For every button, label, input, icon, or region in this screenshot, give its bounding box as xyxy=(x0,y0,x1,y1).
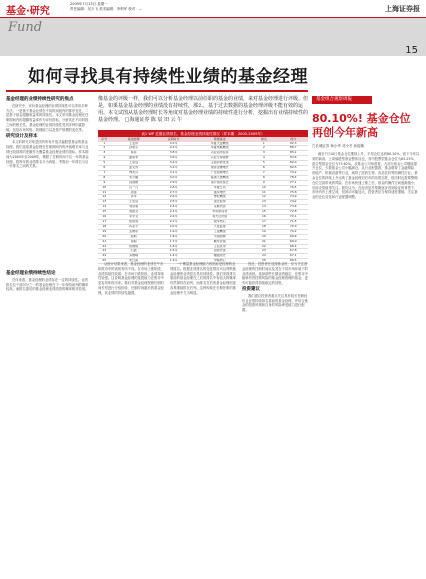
table-cell: 88.7 xyxy=(289,146,297,150)
section-body: 在研究中，评价基金经理的业绩持续性可以采用多种方法。一是基于基金业绩在不同时间段内的排序变化，二是基于基金超额收益率的持续性。本文采用基金经理在任职期间内的超额收益率作为评价指标，分析其在不同时段之间的相关性。基金经理的业绩持续性受到多种因素影响，包括市场风格、管理能力以及资产规模的变化等。 xyxy=(6,103,89,132)
table-cell: 嘉实增长 xyxy=(213,190,226,194)
table-cell: 王宏远 xyxy=(129,200,139,204)
table-cell: 22 xyxy=(102,244,107,248)
table-cell: 4 xyxy=(262,156,265,160)
table-cell: 21 xyxy=(102,239,107,243)
table-cell: 68.4 xyxy=(289,244,297,248)
table-cell: 4.2年 xyxy=(169,146,178,150)
table-cell: 3.2年 xyxy=(169,166,178,170)
table-cell: 谭丽 xyxy=(130,239,137,243)
table-cell: 19 xyxy=(102,229,107,233)
table-cell: 77.1 xyxy=(289,180,297,184)
article-lead xyxy=(98,96,308,124)
table-cell: 招商先锋 xyxy=(213,249,226,253)
table-cell: 20 xyxy=(102,234,107,238)
issue-date: 2009年7月13日 星期一 xyxy=(70,2,108,6)
table-cell: 82.0 xyxy=(289,161,297,165)
table-cell: 23 xyxy=(261,249,266,253)
table-cell: 3.1年 xyxy=(169,170,178,174)
table-cell: 工银精选 xyxy=(213,229,226,233)
table-cell: 1.5年 xyxy=(169,249,178,253)
table-cell: 25 xyxy=(102,259,107,263)
table-cell: 11 xyxy=(261,190,266,194)
table-cell: 景顺内需 xyxy=(213,205,226,209)
table-cell: 78.4 xyxy=(289,175,297,179)
table-cell: 杨东 xyxy=(130,151,137,155)
table-cell: 18 xyxy=(261,224,266,228)
section-body: 我们建议投资者重点关注具有较长任职经历且业绩持续排名靠前的基金经理，并结合基金的投资风格和自身的风险承受能力进行配置。 xyxy=(242,293,308,313)
table-cell: 中邮核心 xyxy=(213,259,226,263)
table-cell: 融通领先 xyxy=(213,254,226,258)
sidebar-tag: 基金组合观察周报 xyxy=(312,96,372,104)
table-cell: 1.7年 xyxy=(169,239,178,243)
table-header-cell: 任职时长 xyxy=(167,137,180,141)
table-cell: 2.0年 xyxy=(169,224,178,228)
table-cell: 董承非 xyxy=(129,156,139,160)
table-cell: 67.1 xyxy=(289,254,297,258)
table-header-cell: 排名 xyxy=(260,137,267,141)
table-cell: 66.5 xyxy=(289,259,297,263)
table-cell: 1 xyxy=(262,141,265,145)
article-column-2 xyxy=(98,262,166,297)
table-cell: 3.0年 xyxy=(169,175,178,179)
sidebar-text: 截至7月10日基金仓位继续上升，平均仓位达到80.10%，创下今年以来的新高。上周偏股型基金整体加仓，其中股票型基金仓位为83.25%，混合型基金仓位为75.62%。从基金公司角度看，大部分基金公司继续提升仓位，少数基金公司小幅减仓。从行业配置看，基金增持了金融保险、房地产、机械设备等行业，减持了医药生物、食品饮料等防御性行业。基金仓位的持续上升反映了基金经理对后市的乐观态度，但同时也需要警惕仓位过高带来的风险。在市场快速上涨之后，基金的操作空间逐渐缩小，后续走势值得关注。我们认为，在经济复苏预期逐步得到验证的背景下，市场仍有上涨空间，但波动可能加大，投资者应当保持适度谨慎，关注基金的仓位变化和行业配置调整。 xyxy=(312,152,420,200)
table-cell: 23 xyxy=(102,249,107,253)
table-cell: 19 xyxy=(261,229,266,233)
table-cell: 2 xyxy=(262,146,265,150)
table-cell: 鹏华价值 xyxy=(213,239,226,243)
table-cell: 国泰金鹰增长 xyxy=(210,166,229,170)
table-cell: 4 xyxy=(103,156,106,160)
table-cell: 74.9 xyxy=(289,195,297,199)
table-cell: 邓晓峰 xyxy=(129,254,139,258)
table-cell: 华夏大盘精选 xyxy=(210,141,229,145)
table-cell: 5 xyxy=(103,161,106,165)
table-cell: 16 xyxy=(102,215,107,219)
table-cell: 69.6 xyxy=(289,234,297,238)
page-header xyxy=(0,0,426,18)
table-cell: 3.6年 xyxy=(169,156,178,160)
table-cell: 赵枫 xyxy=(130,234,137,238)
table-cell: 83.6 xyxy=(289,156,297,160)
column-body: 一个衡量基金经理能力的指标是经理的业绩排名。根据业绩排名的变化情况可以判断基金经理的业绩是否具有持续性。我们发现排名靠前的基金经理在之后的排名中有较大的概率仍然保持在前列，而排名在后的基金经理则更容易继续排在后列。这种现象在长期任职的基金经理中尤为明显。 xyxy=(170,262,236,295)
table-cell: 17 xyxy=(261,220,266,223)
table-cell: 9 xyxy=(262,180,265,184)
table-cell: 朱红裕 xyxy=(129,259,139,263)
page-number: 15 xyxy=(405,45,418,56)
table-cell: 张晓东 xyxy=(129,229,139,233)
table-cell: 陈晓翔 xyxy=(129,244,139,248)
table-cell: 7 xyxy=(262,170,265,174)
table-cell: 6 xyxy=(262,166,265,170)
table-cell: 11 xyxy=(102,190,107,194)
section-body: 本文的研究对象是国内所有开放式偏股型基金的基金经理。我们选取基金经理在任职期间内的净值增长率与业绩比较基准的差额作为衡量基金经理业绩的指标。样本期间为2005年至2009年，剔除了任职时间不足一年的基金经理。将每年的业绩排名分为四组，考察前一年排名与后一年排名之间的关系。 xyxy=(6,140,89,169)
table-cell: 2.5年 xyxy=(169,200,178,204)
table-cell: 1.4年 xyxy=(169,254,178,258)
article-column-1 xyxy=(6,96,90,170)
table-cell: 71.5 xyxy=(289,220,297,223)
table-header-cell: 基金经理 xyxy=(127,137,140,141)
table-cell: 12 xyxy=(102,195,107,199)
table-cell: 80.5 xyxy=(289,166,297,170)
table-cell: 72.1 xyxy=(289,215,297,219)
table-cell: 8 xyxy=(103,175,106,179)
table-cell: 大成蓝筹 xyxy=(213,224,226,228)
table-cell: 2.7年 xyxy=(169,190,178,194)
lead-text: 像基金的评级一样，我们可以分析基金经理以前任职的基金的业绩，来对基金经理进行评级。但是，如果基金基金经理的业绩没有持续性，那么，基于过去数据的基金经理评级不能有效的运用。本文试图从基金经理时长等角度对基金经理业绩的持续性进行分析，挖掘出有业绩持续性的基金经理。 xyxy=(98,96,309,123)
table-cell: 傅友兴 xyxy=(129,170,139,174)
author-byline: □海通证券 陈 辰 田 云 午 xyxy=(124,117,183,123)
table-cell: 69.0 xyxy=(289,239,297,243)
table-cell: 2 xyxy=(103,146,106,150)
table-cell: 陈绍胜 xyxy=(129,220,139,223)
table-cell: 2.6年 xyxy=(169,195,178,199)
table-cell: 朱少醒 xyxy=(129,175,139,179)
table-cell: 兴业全球视野 xyxy=(210,156,229,160)
table-cell: 上投优势 xyxy=(213,244,226,248)
sidebar-headline: 80.10%! 基金仓位再创今年新高 xyxy=(312,112,411,139)
newspaper-name: 上海证券报 xyxy=(385,4,420,13)
data-table xyxy=(98,130,308,263)
table-cell: 王亚伟 xyxy=(129,141,139,145)
section-title: 基金·研究 xyxy=(6,6,50,17)
table-cell: 王茹远 xyxy=(129,161,139,165)
table-cell: 孙锋 xyxy=(130,190,137,194)
table-cell: 宝盈资源优选 xyxy=(210,161,229,165)
table-cell: 73.6 xyxy=(289,205,297,209)
table-cell: 1.8年 xyxy=(169,234,178,238)
column-body: 因此，投资者在选择基金时，应当关注基金经理的任职时间以及其在不同市场环境下的业绩表现。选择那些长期业绩稳定、在熊市中能够有效控制风险的基金经理管理的基金，更有可能获得持续稳定的回报。 xyxy=(242,262,308,286)
table-cell: 2.1年 xyxy=(169,220,178,223)
fund-label: Fund xyxy=(8,20,43,35)
table-cell: 石波 xyxy=(130,249,137,253)
table-header-cell: 管理基金 xyxy=(213,137,226,141)
table-cell: 5 xyxy=(262,161,265,165)
headline-divider xyxy=(6,90,308,92)
table-cell: 20 xyxy=(261,234,266,238)
table-cell: 银华核心 xyxy=(213,220,226,223)
table-cell: 2.3年 xyxy=(169,210,178,214)
table-cell: 交银稳健 xyxy=(213,234,226,238)
table-cell: 兴业趋势投资 xyxy=(210,151,229,155)
table-cell: 姜文涛 xyxy=(129,166,139,170)
table-cell: 3 xyxy=(103,151,106,155)
table-cell: 吕一凡 xyxy=(129,185,139,189)
table-cell: 10 xyxy=(261,185,266,189)
sidebar-article xyxy=(312,96,420,574)
section-heading: 基金经理的业绩持续性研究的焦点 xyxy=(6,97,74,102)
article-column-1b xyxy=(6,270,90,293)
table-cell: 华夏红利 xyxy=(213,185,226,189)
table-cell: 21 xyxy=(261,239,266,243)
table-cell: 14 xyxy=(102,205,107,209)
table-cell: 13 xyxy=(261,200,266,204)
table-body xyxy=(98,142,308,265)
table-cell: 24 xyxy=(261,254,266,258)
table-cell: 博时精选 xyxy=(213,195,226,199)
table-cell: 1.3年 xyxy=(169,259,178,263)
table-cell: 周蔚文 xyxy=(129,210,139,214)
table-header-cell: 序号 xyxy=(101,137,108,141)
table-cell: 67.8 xyxy=(289,249,297,253)
table-cell: 1.6年 xyxy=(169,244,178,248)
table-cell: 13 xyxy=(102,200,107,204)
table-cell: 2.4年 xyxy=(169,205,178,209)
table-cell: 72.8 xyxy=(289,210,297,214)
table-cell: 汤亚平 xyxy=(129,224,139,228)
table-cell: 92.3 xyxy=(289,141,297,145)
table-cell: 3 xyxy=(262,151,265,155)
section-heading: 基金经理业绩持续性结论 xyxy=(6,271,56,276)
table-cell: 24 xyxy=(102,254,107,258)
table-cell: 易方达价值 xyxy=(212,215,228,219)
table-cell: 6 xyxy=(103,166,106,170)
table-caption: 表1 WP 近期业绩排名、基金经理业绩持续性情况（样本期：2005-2009年） xyxy=(98,131,308,137)
header-meta xyxy=(70,2,260,11)
sidebar-body xyxy=(312,152,420,200)
table-cell: 刘彦春 xyxy=(129,205,139,209)
article-column-4 xyxy=(242,262,308,314)
table-cell: 南方绩优成长 xyxy=(210,180,229,184)
column-body: 从统计结果来看，基金经理的业绩在牛市和熊市中的表现有所不同。在市场上涨阶段，业绩持续性较弱；在市场下跌阶段，业绩持续性较强。这说明基金经理的选股能力在熊市中更容易体现出来。我们对基金经理按照任职时间长短进行分组检验，任职时间越长的基金经理，其业绩的持续性越强。 xyxy=(98,262,164,295)
table-cell: 14 xyxy=(261,205,266,209)
table-cell: 17 xyxy=(102,220,107,223)
table-cell: 9 xyxy=(103,180,106,184)
table-cell: 25 xyxy=(261,259,266,263)
table-cell: 8 xyxy=(262,175,265,179)
table-cell: 4.5年 xyxy=(169,141,178,145)
table-cell: 12 xyxy=(261,195,266,199)
table-cell: 2.9年 xyxy=(169,180,178,184)
table-cell: 16 xyxy=(261,215,266,219)
table-cell: 富国天惠精选 xyxy=(210,175,229,179)
table-cell: 15 xyxy=(261,210,266,214)
table-cell: 1 xyxy=(103,141,106,145)
table-cell: 79.2 xyxy=(289,170,297,174)
table-cell: 85.1 xyxy=(289,151,297,155)
table-cell: 1.9年 xyxy=(169,229,178,233)
table-cell: 75.8 xyxy=(289,190,297,194)
table-cell: 诺安股票 xyxy=(213,200,226,204)
table-cell: 7 xyxy=(103,170,106,174)
table-cell: 74.2 xyxy=(289,200,297,204)
table-cell: 15 xyxy=(102,210,107,214)
section-body: 总体来看，基金经理的业绩存在一定的持续性。业绩排名位于前四分之一的基金经理在下一年保持前列的概率较高，而排名靠后的基金经理业绩改善的概率相对较低。 xyxy=(6,277,89,292)
article-headline: 如何寻找具有持续性业绩的基金经理 xyxy=(28,67,308,87)
table-cell: 邱国鹭 xyxy=(129,180,139,184)
sub-header xyxy=(0,18,426,56)
table-cell: 肖华 xyxy=(130,195,137,199)
table-cell: 3.4年 xyxy=(169,161,178,165)
table-cell: 22 xyxy=(261,244,266,248)
article-column-3 xyxy=(170,262,238,297)
table-cell: 3.8年 xyxy=(169,151,178,155)
table-cell: 李学文 xyxy=(129,215,139,219)
table-cell: 中欧新趋势 xyxy=(212,210,228,214)
table-cell: 孙建冬 xyxy=(129,146,139,150)
table-header-cell: 得分 xyxy=(290,137,297,141)
editor-credits: 责任编辑：吴少飞 美术编辑：李利军 校对：... xyxy=(70,6,143,11)
table-cell: 2.2年 xyxy=(169,215,178,219)
section-heading: 投资建议 xyxy=(242,286,260,292)
section-heading: 研究设计及样本 xyxy=(6,133,38,139)
table-cell: 76.5 xyxy=(289,185,297,189)
table-cell: 18 xyxy=(102,224,107,228)
sidebar-byline: □长城证券 杨小华 邓小冬 孙振敏 xyxy=(312,144,365,148)
table-cell: 70.9 xyxy=(289,224,297,228)
table-cell: 10 xyxy=(102,185,107,189)
table-cell: 70.2 xyxy=(289,229,297,233)
table-cell: 2.8年 xyxy=(169,185,178,189)
table-cell: 华夏策略精选 xyxy=(210,146,229,150)
table-cell: 广发稳健增长 xyxy=(210,170,229,174)
